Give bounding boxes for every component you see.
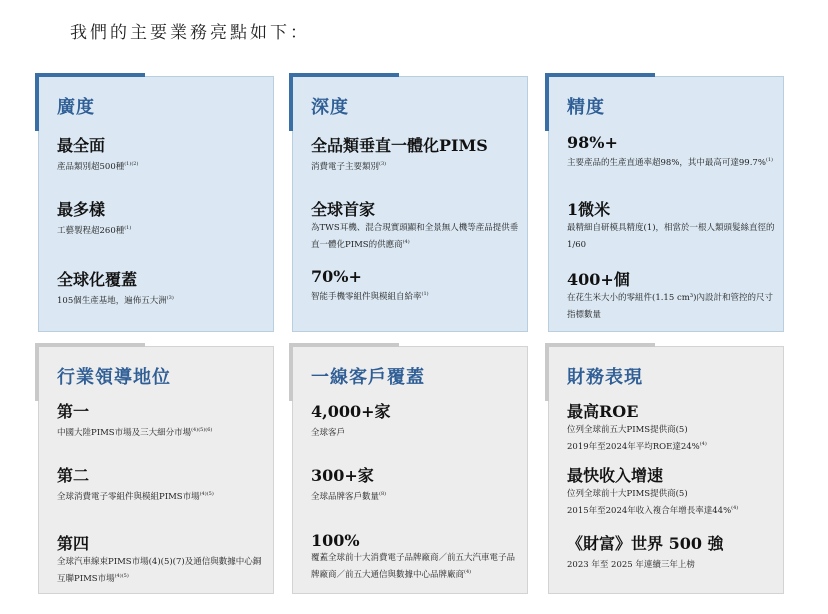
card-accent <box>289 73 293 131</box>
card-financial-performance <box>548 346 784 594</box>
footnote: (4) <box>731 505 739 511</box>
highlight-item <box>311 133 519 174</box>
footnote: (1) <box>421 291 429 297</box>
desc-text: 為TWS耳機、混合現實頭顯和全景無人機等產品提供垂直一體化PIMS的供應商 <box>311 223 519 250</box>
card-accent <box>289 343 293 401</box>
desc-text: 智能手機零組件與模組自給率 <box>311 291 422 302</box>
desc-text: 消費電子主要類別 <box>311 161 380 172</box>
desc-text: 最精細自研模具精度(1)，相當於一根人類頭髮絲直徑的1/60 <box>567 223 775 250</box>
highlight-desc <box>311 157 519 174</box>
footnote: (3) <box>166 295 174 301</box>
highlight-head: 第四 <box>57 534 90 553</box>
highlight-item <box>311 531 519 582</box>
highlight-head: 最多樣 <box>57 200 106 219</box>
highlight-head: 第一 <box>57 402 90 421</box>
desc-text: 位列全球前十大PIMS提供商(5) 2015年至2024年收入複合年增長率達44% <box>567 489 732 516</box>
highlight-item <box>57 197 265 238</box>
highlight-item <box>567 133 775 170</box>
footnote: (4) <box>464 569 472 575</box>
highlight-head: 全球首家 <box>311 200 376 219</box>
desc-text: 中國大陸PIMS市場及三大細分市場 <box>57 427 192 438</box>
intro-text: 我們的主要業務亮點如下： <box>70 23 310 43</box>
highlight-head: 70%+ <box>311 267 362 286</box>
highlight-desc <box>567 487 775 518</box>
highlight-head: 98%+ <box>567 133 618 152</box>
desc-text: 2023 年至 2025 年連續三年上榜 <box>567 559 695 570</box>
footnote: (3) <box>379 161 387 167</box>
footnote: (4)(5) <box>199 491 214 497</box>
highlight-desc <box>57 487 265 504</box>
highlight-head: 100% <box>311 531 360 550</box>
highlight-desc <box>57 291 265 308</box>
highlight-desc <box>57 555 265 586</box>
highlight-head: 最高ROE <box>567 402 639 421</box>
card-title: 廣度 <box>57 97 95 118</box>
highlight-desc <box>311 487 519 504</box>
card-accent <box>35 73 145 77</box>
highlight-head: 1微米 <box>567 200 611 219</box>
highlight-item <box>57 531 265 586</box>
card-accent <box>289 343 399 347</box>
highlight-item <box>311 463 519 504</box>
highlight-item <box>567 399 775 454</box>
footnote: (1) <box>124 225 132 231</box>
desc-text: 全球品牌客戶數量 <box>311 491 380 502</box>
card-accent <box>289 73 399 77</box>
desc-text: 工藝製程超260種 <box>57 225 125 236</box>
card-accent <box>35 73 39 131</box>
highlight-desc <box>567 423 775 454</box>
highlight-head: 最快收入增速 <box>567 466 664 485</box>
desc-text: 在花生米大小的零組件(1.15 cm³)內設計和管控的尺寸指標數量 <box>567 293 773 320</box>
highlight-item <box>567 531 775 572</box>
highlight-item <box>57 463 265 504</box>
highlight-head: 4,000+家 <box>311 402 391 421</box>
highlight-item <box>311 267 519 304</box>
highlight-desc <box>311 423 519 440</box>
highlight-desc <box>57 423 265 440</box>
highlight-head: 第二 <box>57 466 90 485</box>
desc-text: 主要產品的生產直通率超98%，其中最高可達99.7% <box>567 157 766 168</box>
highlight-head: 最全面 <box>57 136 106 155</box>
highlight-item <box>57 267 265 308</box>
highlight-head: 《財富》世界 500 強 <box>567 534 724 553</box>
desc-text: 105個生產基地，遍佈五大洲 <box>57 295 167 306</box>
highlight-desc <box>567 153 775 170</box>
card-accent <box>545 343 655 347</box>
highlight-head: 300+家 <box>311 466 374 485</box>
desc-text: 全球消費電子零組件與模組PIMS市場 <box>57 491 200 502</box>
card-title: 財務表現 <box>567 367 643 388</box>
desc-text: 位列全球前五大PIMS提供商(5) 2019年至2024年平均ROE達24% <box>567 425 700 452</box>
card-title: 深度 <box>311 97 349 118</box>
highlight-item <box>57 399 265 440</box>
card-customer-coverage <box>292 346 528 594</box>
desc-text: 產品類別超500種 <box>57 161 125 172</box>
highlight-head: 全球化覆蓋 <box>57 270 138 289</box>
highlight-item <box>57 133 265 174</box>
footnote: (4) <box>699 441 707 447</box>
desc-text: 全球汽車線束PIMS市場(4)(5)(7)及通信與數據中心銅互聯PIMS市場 <box>57 557 262 584</box>
footnote: (4) <box>402 239 410 245</box>
card-industry-leadership <box>38 346 274 594</box>
card-precision <box>548 76 784 332</box>
highlight-desc <box>311 221 519 252</box>
highlight-desc <box>57 157 265 174</box>
highlight-item <box>311 197 519 252</box>
footnote: (4)(5)(6) <box>191 427 213 433</box>
highlight-item <box>311 399 519 440</box>
highlight-desc <box>567 555 775 572</box>
footnote: (8) <box>379 491 387 497</box>
card-accent <box>35 343 145 347</box>
highlight-desc <box>567 291 775 322</box>
card-title: 一線客戶覆蓋 <box>311 367 425 388</box>
card-accent <box>545 73 549 131</box>
card-accent <box>545 343 549 401</box>
highlight-head: 400+個 <box>567 270 630 289</box>
card-title: 精度 <box>567 97 605 118</box>
highlight-item <box>567 197 775 252</box>
card-accent <box>545 73 655 77</box>
desc-text: 覆蓋全球前十大消費電子品牌廠商／前五大汽車電子品牌廠商／前五大通信與數據中心品牌廠商 <box>311 553 516 580</box>
card-depth <box>292 76 528 332</box>
card-accent <box>35 343 39 401</box>
card-breadth <box>38 76 274 332</box>
highlight-desc <box>311 287 519 304</box>
footnote: (4)(5) <box>114 573 129 579</box>
footnote: (1) <box>765 157 773 163</box>
highlight-item <box>567 463 775 518</box>
highlight-head: 全品類垂直一體化PIMS <box>311 136 488 155</box>
highlight-desc <box>57 221 265 238</box>
highlight-desc <box>567 221 775 252</box>
highlight-item <box>567 267 775 322</box>
footnote: (1)(2) <box>124 161 139 167</box>
card-title: 行業領導地位 <box>57 367 171 388</box>
desc-text: 全球客戶 <box>311 427 346 438</box>
highlight-desc <box>311 551 519 582</box>
